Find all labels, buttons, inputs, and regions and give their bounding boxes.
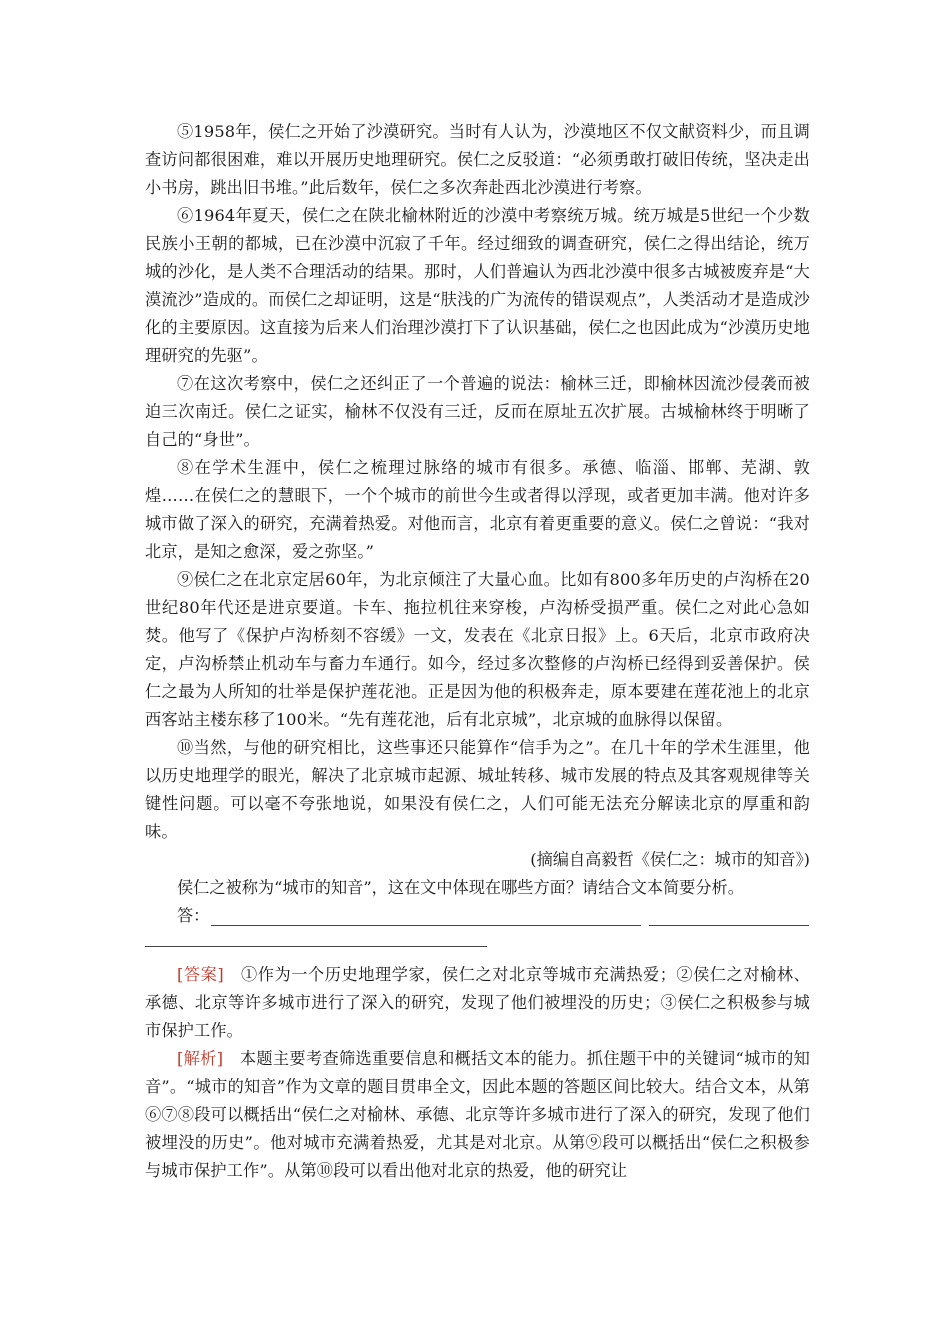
answer-label: 答： (177, 906, 210, 925)
paragraph-7: ⑦在这次考察中，侯仁之还纠正了一个普遍的说法：榆林三迁，即榆林因流沙侵袭而被迫三次南迁。侯仁之证实，榆林不仅没有三迁，反而在原址五次扩展。古城榆林终于明晰了自己的“身世”。 (145, 374, 810, 449)
paragraph-5: ⑤1958年，侯仁之开始了沙漠研究。当时有人认为，沙漠地区不仅文献资料少，而且调查访问都很困难，难以开展历史地理研究。侯仁之反驳道：“必须勇敢打破旧传统，坚决走出小书房，跳出旧书堆。”此后数年，侯仁之多次奔赴西北沙漠进行考察。 (145, 122, 810, 197)
paragraph-6: ⑥1964年夏天，侯仁之在陕北榆林附近的沙漠中考察统万城。统万城是5世纪一个少数民族小王朝的都城，已在沙漠中沉寂了千年。经过细致的调查研究，侯仁之得出结论，统万城的沙化，是人类不合理活动的结果。那时，人们普遍认为西北沙漠中很多古城被废弃是“大漠流沙”造成的。而侯仁之却证明，这是“肤浅的广为流传的错误观点”，人类活动才是造成沙化的主要原因。这直接为后来人们治理沙漠打下了认识基础，侯仁之也因此成为“沙漠历史地理研究的先驱”。 (145, 206, 810, 365)
answer-blank-line (649, 925, 809, 926)
answer-block (145, 961, 810, 1045)
answer-lines (145, 902, 810, 932)
answer-tag: [答案] (177, 965, 224, 984)
answer-blank-line (211, 925, 641, 926)
source-citation: (摘编自高毅哲《侯仁之：城市的知音》) (530, 850, 810, 869)
answer-text: ①作为一个历史地理学家，侯仁之对北京等城市充满热爱；②侯仁之对榆林、承德、北京等许多城市进行了深入的研究，发现了他们被埋没的历史；③侯仁之积极参与城市保护工作。 (145, 965, 811, 1040)
paragraph-9: ⑨侯仁之在北京定居60年，为北京倾注了大量心血。比如有800多年历史的卢沟桥在20世纪80年代还是进京要道。卡车、拖拉机往来穿梭，卢沟桥受损严重。侯仁之对此心急如焚。他写了《保护卢沟桥刻不容缓》一文，发表在《北京日报》上。6天后，北京市政府决定，卢沟桥禁止机动车与畜力车通行。如今，经过多次整修的卢沟桥已经得到妥善保护。侯仁之最为人所知的壮举是保护莲花池。正是因为他的积极奔走，原本要建在莲花池上的北京西客站主楼东移了100米。“先有莲花池，后有北京城”，北京城的血脉得以保留。 (145, 570, 810, 729)
question-text: 侯仁之被称为“城市的知音”，这在文中体现在哪些方面？请结合文本简要分析。 (177, 878, 744, 897)
paragraph-8: ⑧在学术生涯中，侯仁之梳理过脉络的城市有很多。承德、临淄、邯郸、芜湖、敦煌……在侯仁之的慧眼下，一个个城市的前世今生或者得以浮现，或者更加丰满。他对许多城市做了深入的研究，充满着热爱。对他而言，北京有着更重要的意义。侯仁之曾说：“我对北京，是知之愈深，爱之弥坚。” (145, 458, 810, 561)
analysis-text: 本题主要考查筛选重要信息和概括文本的能力。抓住题干中的关键词“城市的知音”。“城市的知音”作为文章的题目贯串全文，因此本题的答题区间比较大。结合文本，从第⑥⑦⑧段可以概括出“侯仁之对榆林、承德、北京等许多城市进行了深入的研究，发现了他们被埋没的历史”。他对城市充满着热爱，尤其是对北京。从第⑨段可以概括出“侯仁之积极参与城市保护工作”。从第⑩段可以看出他对北京的热爱，他的研究让 (145, 1049, 810, 1180)
paragraph-10: ⑩当然，与他的研究相比，这些事还只能算作“信手为之”。在几十年的学术生涯里，他以历史地理学的眼光，解决了北京城市起源、城址转移、城市发展的特点及其客观规律等关键性问题。可以毫不夸张地说，如果没有侯仁之，人们可能无法充分解读北京的厚重和韵味。 (145, 738, 810, 841)
answer-blank-line (145, 946, 487, 947)
document-page (145, 118, 810, 1185)
analysis-block (145, 1045, 810, 1185)
analysis-tag: [解析] (177, 1049, 224, 1068)
